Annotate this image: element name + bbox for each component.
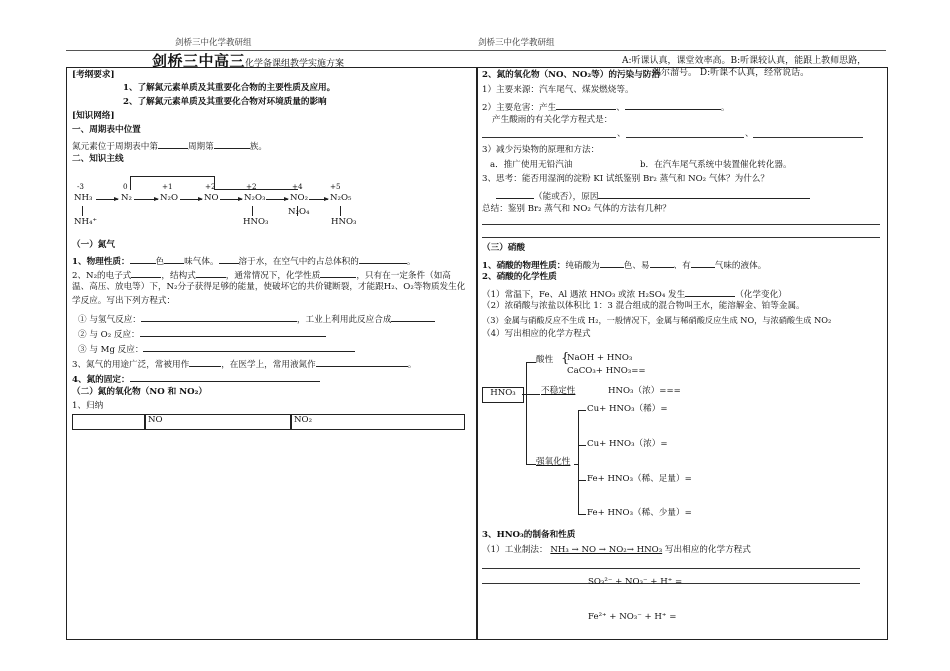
p1-line-1 [72, 254, 415, 269]
line-n2o3-hno2 [252, 206, 253, 216]
p1-line-3: 温、高压、放电等）下，N₂分子获得足够的能量，使破坏它的共价键断裂，才能跟H₂、O₂等物质发生化 [72, 282, 466, 292]
answer-line-1[interactable] [482, 224, 880, 225]
blank-acid-rain-1[interactable] [482, 137, 616, 138]
p3-3-title: 3、HNO₃的制备和性质 [482, 530, 576, 540]
p3-3-line-1 [482, 545, 751, 557]
bracket-right-1 [214, 176, 215, 190]
ox-state-plus4: +4 [292, 182, 303, 191]
species-n2o5: N₂O₅ [330, 193, 352, 203]
p3-3-chain: NH₃ → NO → NO₂→ HNO₃ [550, 545, 663, 555]
blank-acid-rain-2[interactable] [626, 137, 744, 138]
line-nh3-nh4 [82, 206, 83, 216]
blank-electron-formula[interactable] [131, 268, 161, 278]
q2-line-4: 3）减少污染物的原理和方法： [482, 145, 600, 155]
equation-2: Fe²⁺ + NO₃⁻ + H⁺ = [588, 612, 677, 622]
reaction-2-label: ② 与 O₂ 反应： [78, 330, 140, 340]
answer-line-3[interactable] [482, 568, 860, 569]
blank-acid-rain-3[interactable] [753, 137, 863, 138]
blank-property[interactable] [320, 268, 356, 278]
p1-1-b: 色 [155, 257, 165, 267]
reaction-1-tail: ，工业上利用此反应合成 [296, 315, 392, 325]
arrow-n2-n2o [134, 199, 158, 200]
p3-line-2-4: （4）写出相应的化学方程式 [482, 329, 591, 339]
p3-2-1-a: （1）常温下，Fe、Al 遇浓 HNO₃ 或浓 H₂SO₄ 发生 [482, 290, 686, 300]
tree-oxid-1: Cu+ HNO₃（稀）= [587, 404, 668, 414]
line-n2o5-hno3 [340, 206, 341, 216]
requirement-1: 1、了解氮元素单质及其重要化合物的主要性质及应用。 [123, 83, 336, 93]
blank-passivation[interactable] [685, 287, 735, 297]
tree-acid-label: 酸性 [536, 355, 554, 365]
q2-title: 2、氮的氧化物（NO、NO₂等）的污染与防治 [482, 70, 660, 80]
s1-blank-group[interactable] [214, 139, 250, 149]
p1-2-d: ，只有在一定条件（如高 [356, 271, 451, 281]
q2-line-1: 1）主要来源：汽车尾气、煤炭燃烧等。 [482, 85, 634, 95]
rating-line-1: A:听课认真，课堂效率高。B:听课较认真，能跟上教师思路， [622, 56, 867, 66]
blank-industry[interactable] [391, 312, 435, 322]
species-n2o: N₂O [160, 193, 179, 203]
p1-line-fixation [72, 372, 320, 387]
blank-medical[interactable] [316, 357, 408, 367]
q2-2-sep: 、 [616, 103, 625, 113]
ox-state-plus5: +5 [330, 182, 341, 191]
tree-acid-1: NaOH + HNO₃ [567, 353, 633, 363]
species-nh4: NH₄⁺ [74, 217, 97, 227]
p1-3-c: 。 [407, 360, 417, 370]
sep-acid-1: 、 [617, 129, 626, 139]
part-3-title: （三）硝酸 [482, 243, 525, 253]
blank-color[interactable] [130, 254, 156, 264]
species-n2o4: N₂O₄ [288, 207, 310, 217]
ox-state-minus3: -3 [77, 182, 85, 191]
blank-can-or-not[interactable] [496, 189, 534, 199]
reaction-1-label: ① 与氢气反应： [78, 315, 141, 325]
q2-option-b: b．在汽车尾气系统中装置催化转化器。 [640, 160, 792, 170]
table-cell-blank [72, 414, 146, 430]
tree-oxid-link [574, 464, 578, 465]
tree-link-oxid [526, 464, 536, 465]
tree-o3-link [578, 480, 586, 481]
blank-reaction-1[interactable] [141, 312, 297, 322]
q2-line-2 [482, 100, 729, 115]
reaction-3 [78, 342, 355, 357]
blank-reaction-3[interactable] [143, 342, 355, 352]
equation-1: SO₃²⁻ + NO₃⁻ + H⁺ = [588, 577, 683, 587]
header-rule [66, 50, 886, 51]
tree-acid-2: CaCO₃+ HNO₃== [567, 366, 646, 376]
tree-o4-link [578, 514, 586, 515]
p1-line-4: 学反应。写出下列方程式： [72, 296, 176, 306]
tree-root-text: HNO₃ [490, 388, 516, 398]
p1-2-c: ，通常情况下，化学性质 [225, 271, 321, 281]
species-no: NO [204, 193, 219, 203]
arrow-n2o3-no2 [266, 199, 288, 200]
tree-o1-link [578, 410, 586, 411]
blank-reason[interactable] [598, 189, 810, 199]
ox-state-plus1: +1 [162, 182, 173, 191]
tree-link-acid [526, 362, 536, 363]
tree-oxid-label: 强氧化性 [536, 457, 571, 467]
requirement-2: 2、了解氮元素单质及其重要化合物对环境质量的影响 [123, 97, 327, 107]
blank-acid-color[interactable] [600, 258, 624, 268]
tree-oxid-4: Fe+ HNO₃（稀、少量）= [587, 508, 692, 518]
p1-line-2 [72, 268, 451, 283]
species-n2o3: N₂O₃ [244, 193, 266, 203]
species-nh3: NH₃ [74, 193, 93, 203]
reaction-1 [78, 312, 435, 327]
blank-volume[interactable] [359, 254, 407, 264]
p3-line-2-3: （3）金属与硝酸反应不生成 H₂，一般情况下，金属与稀硝酸反应生成 NO，与浓硝酸生成 NO₂ [482, 315, 832, 325]
title-main: 剑桥三中高三 [152, 54, 246, 70]
q3-answer-line [496, 189, 810, 204]
zhishi-heading: [知识网络] [72, 111, 115, 121]
s1-text-c: 族。 [249, 142, 267, 152]
q2-line-3: 产生酸雨的有关化学方程式是： [492, 115, 613, 125]
tree-root [482, 387, 524, 403]
p3-1-label: 1、硝酸的物理性质： [482, 261, 566, 271]
blank-reaction-2[interactable] [140, 327, 326, 337]
p3-1-e: 气味的液体。 [714, 261, 767, 271]
arrow-no-n2o3 [220, 199, 242, 200]
p2-line-1: 1、归纳 [72, 401, 104, 411]
s1-blank-period[interactable] [158, 139, 188, 149]
tree-link-unstable [526, 394, 540, 395]
p3-line-2: 2、硝酸的化学性质 [482, 272, 557, 282]
blank-hazard-1[interactable] [556, 100, 616, 110]
arrow-no2-n2o5 [309, 199, 328, 200]
s1-text-b: 周期第 [187, 142, 214, 152]
ox-state-0: 0 [123, 182, 128, 191]
p3-1-c: 色、易 [623, 261, 650, 271]
header-right: 剑桥三中化学教研组 [478, 38, 555, 48]
tree-trunk [526, 362, 527, 464]
rating-line-2: 偶尔溜号。 D:听课不认真，经常说话。 [652, 68, 810, 78]
q2-2-end: 。 [720, 103, 730, 113]
p3-line-2-1 [482, 287, 787, 302]
tree-o2-link [578, 445, 586, 446]
p1-1-e: 。 [406, 257, 416, 267]
p1-2-b: ，结构式 [161, 271, 196, 281]
p3-2-1-b: （化学变化） [735, 290, 787, 300]
bracket-top-1 [130, 176, 214, 177]
p1-line-uses [72, 357, 416, 372]
arrow-n2o-no [180, 199, 202, 200]
table-header-no2 [290, 414, 465, 430]
bracket-top-2 [214, 189, 298, 190]
species-n2: N₂ [121, 193, 132, 203]
tree-acid-brace: { [561, 351, 570, 366]
blank-use[interactable] [189, 357, 221, 367]
section-1-title: 一、周期表中位置 [72, 125, 141, 135]
bracket-left-1 [130, 176, 131, 190]
p1-4-label: 4、氮的固定： [72, 375, 130, 385]
p1-3-a: 3、氮气的用途广泛，常被用作 [72, 360, 190, 370]
blank-hazard-2[interactable] [625, 100, 721, 110]
sep-acid-2: 、 [745, 129, 754, 139]
blank-odor[interactable] [691, 258, 715, 268]
q3-question: 3、思考：能否用湿润的淀粉 KI 试纸鉴别 Br₂ 蒸气和 NO₂ 气体？为什么？ [482, 174, 769, 184]
p3-line-1 [482, 258, 766, 273]
q2-2-label: 2）主要危害：产生 [482, 103, 557, 113]
blank-fixation[interactable] [130, 372, 320, 382]
answer-line-2[interactable] [482, 237, 880, 238]
species-no2: NO₂ [290, 193, 309, 203]
s1-text-a: 氮元素位于周期表中第 [72, 142, 158, 152]
p1-1-c: 味气体。 [184, 257, 219, 267]
q2-option-a: a．推广使用无铅汽油 [490, 160, 573, 170]
reaction-3-label: ③ 与 Mg 反应： [78, 345, 144, 355]
tree-unstable-1: HNO₃（浓）=== [608, 386, 681, 396]
part-1-title: （一）氮气 [72, 240, 115, 250]
p3-3-1-a: （1）工业制法： [482, 545, 548, 555]
part-2-title: （二）氮的氧化物（NO 和 NO₂） [72, 387, 207, 397]
section-2-title: 二、知识主线 [72, 154, 124, 164]
table-header-no2-text: NO₂ [294, 415, 313, 425]
title-sub: 化学备课组教学实施方案 [245, 59, 345, 69]
p1-2-a: 2、N₂的电子式 [72, 271, 132, 281]
species-hno3-b: HNO₃ [331, 217, 357, 227]
tree-oxid-3: Fe+ HNO₃（稀、足量）= [587, 474, 692, 484]
ox-state-plus2: +2 [205, 182, 216, 191]
table-header-no-text: NO [148, 415, 163, 425]
tree-oxid-trunk [578, 410, 579, 514]
ox-state-plus3: +2 [246, 182, 257, 191]
blank-smell[interactable] [164, 254, 184, 264]
section-1-text [72, 139, 267, 154]
p1-3-b: ，在医学上，常用液氮作 [221, 360, 316, 370]
p1-1-label: 1、物理性质： [72, 257, 130, 267]
p3-1-d: 、有 [673, 261, 691, 271]
p3-3-1-b: 写出相应的化学方程式 [664, 545, 751, 555]
species-hno3-a: HNO₃ [243, 217, 269, 227]
reaction-2 [78, 327, 326, 342]
blank-structure[interactable] [196, 268, 226, 278]
q3-summary: 总结：鉴别 Br₂ 蒸气和 NO₂ 气体的方法有几种？ [482, 204, 671, 214]
p3-line-2-2: （2）浓硝酸与浓盐以体积比 1：3 混合组成的混合物叫王水，能溶解金、铂等金属。 [482, 301, 805, 311]
blank-volatile[interactable] [650, 258, 674, 268]
table-header-no [144, 414, 292, 430]
header-left: 剑桥三中化学教研组 [175, 38, 252, 48]
blank-solubility[interactable] [219, 254, 239, 264]
p1-1-d: 溶于水，在空气中约占总体积的 [238, 257, 359, 267]
kaogang-heading: [考纲要求] [72, 70, 115, 80]
arrow-nh3-n2 [96, 199, 118, 200]
p3-1-b: 纯硝酸为 [565, 261, 600, 271]
tree-oxid-2: Cu+ HNO₃（浓）= [587, 439, 668, 449]
q3-b: （能或否），原因 [534, 192, 599, 202]
tree-unstable-label: 不稳定性 [541, 386, 576, 396]
